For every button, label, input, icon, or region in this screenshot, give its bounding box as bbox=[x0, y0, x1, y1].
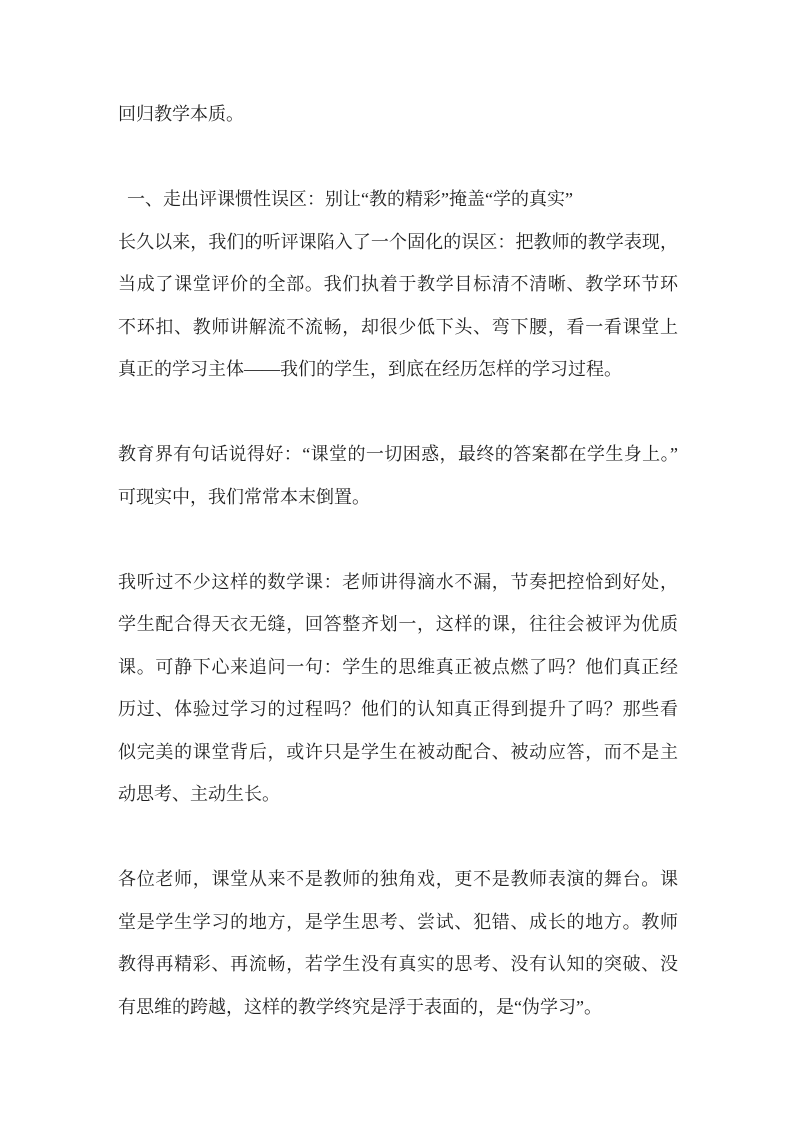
text-line: 当成了课堂评价的全部。我们执着于教学目标清不清晰、教学环节环 bbox=[118, 274, 678, 294]
text-line: 课。可静下心来追问一句：学生的思维真正被点燃了吗？他们真正经 bbox=[118, 656, 678, 677]
text-line: 不环扣、教师讲解流不流畅，却很少低下头、弯下腰，看一看课堂上 bbox=[118, 316, 678, 337]
text-line: 教得再精彩、再流畅，若学生没有真实的思考、没有认知的突破、没 bbox=[118, 954, 678, 974]
paragraph-4 bbox=[118, 858, 678, 1028]
text-line: 教育界有句话说得好：“课堂的一切困惑，最终的答案都在学生身上。” bbox=[118, 444, 678, 464]
text-line: 长久以来，我们的听评课陷入了一个固化的误区：把教师的教学表现， bbox=[118, 231, 678, 252]
text-line: 历过、体验过学习的过程吗？他们的认知真正得到提升了吗？那些看 bbox=[118, 699, 678, 719]
text-line: 可现实中，我们常常本末倒置。 bbox=[118, 486, 370, 507]
paragraph-1 bbox=[118, 221, 678, 391]
text-line: 堂是学生学习的地方，是学生思考、尝试、犯错、成长的地方。教师 bbox=[118, 911, 678, 932]
heading-text: 一、走出评课惯性误区：别让“教的精彩”掩盖“学的真实” bbox=[127, 189, 573, 209]
paragraph-2 bbox=[118, 433, 678, 518]
paragraph-intro-fragment bbox=[118, 93, 678, 136]
text-line: 学生配合得天衣无缝，回答整齐划一，这样的课，往往会被评为优质 bbox=[118, 614, 678, 634]
paragraph-3 bbox=[118, 561, 678, 816]
text-line: 真正的学习主体——我们的学生，到底在经历怎样的学习过程。 bbox=[118, 359, 622, 379]
text-line: 有思维的跨越，这样的教学终究是浮于表面的，是“伪学习”。 bbox=[118, 996, 602, 1017]
text-line: 各位老师，课堂从来不是教师的独角戏，更不是教师表演的舞台。课 bbox=[118, 869, 678, 889]
text-line: 似完美的课堂背后，或许只是学生在被动配合、被动应答，而不是主 bbox=[118, 741, 678, 762]
text-line: 动思考、主动生长。 bbox=[118, 784, 280, 804]
section-heading bbox=[118, 178, 678, 221]
text-line: 回归教学本质。 bbox=[118, 104, 244, 124]
text-line: 我听过不少这样的数学课：老师讲得滴水不漏，节奏把控恰到好处， bbox=[118, 571, 678, 592]
